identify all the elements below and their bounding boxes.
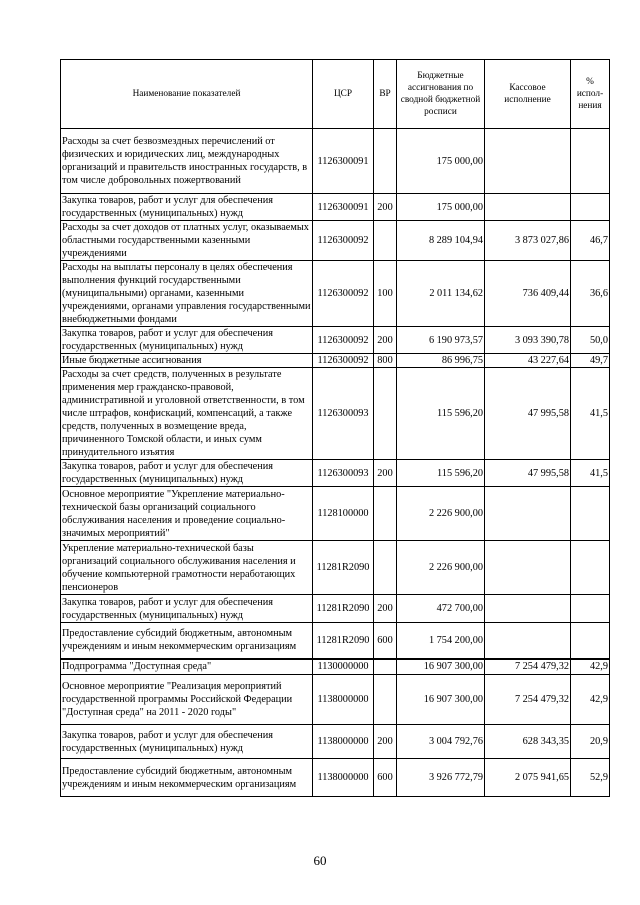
row-percent-cell: 41,5 [571, 460, 610, 487]
row-vr-cell: 200 [374, 327, 397, 354]
row-cash-execution-cell [485, 595, 571, 623]
row-name-cell: Укрепление материально-технической базы организаций социального обслуживания населения и обучение компьютерной грамотности неработающих пенсионеров [61, 541, 313, 595]
row-csr-cell: 11281R2090 [313, 541, 374, 595]
page-number: 60 [313, 853, 327, 868]
table-row [61, 368, 610, 460]
row-percent-cell: 52,9 [571, 759, 610, 797]
header-percent: % испол-нения [571, 60, 610, 129]
row-csr-cell: 1126300093 [313, 368, 374, 460]
row-cash-execution-cell: 628 343,35 [485, 725, 571, 759]
row-csr-cell: 1130000000 [313, 659, 374, 675]
row-assignments-cell: 3 926 772,79 [397, 759, 485, 797]
row-assignments-cell: 86 996,75 [397, 354, 485, 368]
row-percent-cell: 42,9 [571, 659, 610, 675]
header-name: Наименование показателей [61, 60, 313, 129]
row-vr-cell: 800 [374, 354, 397, 368]
row-name-cell: Предоставление субсидий бюджетным, автономным учреждениям и иным некоммерческим организациям [61, 623, 313, 659]
row-vr-cell: 200 [374, 194, 397, 221]
header-vr: ВР [374, 60, 397, 129]
row-cash-execution-cell: 47 995,58 [485, 460, 571, 487]
row-csr-cell: 1138000000 [313, 725, 374, 759]
row-assignments-cell: 115 596,20 [397, 460, 485, 487]
row-percent-cell: 41,5 [571, 368, 610, 460]
row-vr-cell [374, 368, 397, 460]
row-assignments-cell: 1 754 200,00 [397, 623, 485, 659]
row-assignments-cell: 472 700,00 [397, 595, 485, 623]
row-percent-cell: 20,9 [571, 725, 610, 759]
row-vr-cell [374, 659, 397, 675]
table-row [61, 327, 610, 354]
row-cash-execution-cell: 2 075 941,65 [485, 759, 571, 797]
row-cash-execution-cell: 7 254 479,32 [485, 675, 571, 725]
row-name-cell: Подпрограмма "Доступная среда" [61, 659, 313, 675]
row-vr-cell: 600 [374, 759, 397, 797]
row-name-cell: Закупка товаров, работ и услуг для обеспечения государственных (муниципальных) нужд [61, 460, 313, 487]
row-assignments-cell: 175 000,00 [397, 194, 485, 221]
row-vr-cell: 200 [374, 595, 397, 623]
budget-table [60, 59, 610, 797]
row-name-cell: Расходы за счет безвозмездных перечислений от физических и юридических лиц, международных организаций и правительств иностранных государств, в том числе добровольных пожертвований [61, 129, 313, 194]
row-assignments-cell: 2 011 134,62 [397, 261, 485, 327]
row-cash-execution-cell: 736 409,44 [485, 261, 571, 327]
row-csr-cell: 1126300092 [313, 261, 374, 327]
row-assignments-cell: 16 907 300,00 [397, 675, 485, 725]
row-assignments-cell: 115 596,20 [397, 368, 485, 460]
table-row [61, 487, 610, 541]
row-percent-cell: 42,9 [571, 675, 610, 725]
row-percent-cell [571, 129, 610, 194]
row-percent-cell: 46,7 [571, 221, 610, 261]
row-csr-cell: 1126300091 [313, 129, 374, 194]
row-csr-cell: 1126300091 [313, 194, 374, 221]
row-name-cell: Расходы за счет средств, полученных в результате применения мер гражданско-правовой, административной и уголовной ответственности, в том числе штрафов, конфискаций, компенсаций, а также средств, полученных в возмещение вреда, причиненного Томской области, и иных сумм принудительного изъятия [61, 368, 313, 460]
table-row [61, 595, 610, 623]
row-percent-cell: 36,6 [571, 261, 610, 327]
row-csr-cell: 1126300092 [313, 354, 374, 368]
row-vr-cell: 600 [374, 623, 397, 659]
table-row [61, 623, 610, 659]
row-cash-execution-cell: 3 873 027,86 [485, 221, 571, 261]
row-vr-cell: 200 [374, 460, 397, 487]
row-vr-cell [374, 487, 397, 541]
row-percent-cell [571, 194, 610, 221]
row-name-cell: Закупка товаров, работ и услуг для обеспечения государственных (муниципальных) нужд [61, 595, 313, 623]
row-vr-cell [374, 129, 397, 194]
row-name-cell: Закупка товаров, работ и услуг для обеспечения государственных (муниципальных) нужд [61, 194, 313, 221]
row-name-cell: Основное мероприятие "Реализация мероприятий государственной программы Российской Федерации "Доступная среда" на 2011 - 2020 годы" [61, 675, 313, 725]
table-row [61, 221, 610, 261]
header-cash-execution: Кассовое исполнение [485, 60, 571, 129]
row-csr-cell: 1128100000 [313, 487, 374, 541]
row-cash-execution-cell [485, 487, 571, 541]
row-name-cell: Закупка товаров, работ и услуг для обеспечения государственных (муниципальных) нужд [61, 725, 313, 759]
row-assignments-cell: 2 226 900,00 [397, 487, 485, 541]
table-row [61, 261, 610, 327]
table-body [61, 129, 610, 797]
row-name-cell: Иные бюджетные ассигнования [61, 354, 313, 368]
row-cash-execution-cell [485, 129, 571, 194]
table-row [61, 759, 610, 797]
table-row [61, 354, 610, 368]
row-assignments-cell: 6 190 973,57 [397, 327, 485, 354]
row-name-cell: Основное мероприятие "Укрепление материально-технической базы организаций социального обслуживания населения и проведение социально-значимых мероприятий" [61, 487, 313, 541]
row-cash-execution-cell [485, 623, 571, 659]
table-row [61, 460, 610, 487]
row-vr-cell: 100 [374, 261, 397, 327]
row-cash-execution-cell: 3 093 390,78 [485, 327, 571, 354]
row-csr-cell: 1138000000 [313, 759, 374, 797]
row-name-cell: Расходы за счет доходов от платных услуг, оказываемых областными государственными казенными учреждениями [61, 221, 313, 261]
header-assignments: Бюджетные ассигнования по сводной бюджетной росписи [397, 60, 485, 129]
row-cash-execution-cell: 43 227,64 [485, 354, 571, 368]
row-vr-cell [374, 221, 397, 261]
row-assignments-cell: 16 907 300,00 [397, 659, 485, 675]
row-percent-cell [571, 487, 610, 541]
row-csr-cell: 1126300092 [313, 221, 374, 261]
table-header-row [61, 60, 610, 129]
row-name-cell: Закупка товаров, работ и услуг для обеспечения государственных (муниципальных) нужд [61, 327, 313, 354]
row-name-cell: Расходы на выплаты персоналу в целях обеспечения выполнения функций государственными (муниципальными) органами, казенными учреждениями, органами управления государственными внебюджетными фондами [62, 262, 311, 325]
row-assignments-cell: 3 004 792,76 [397, 725, 485, 759]
row-percent-cell: 49,7 [571, 354, 610, 368]
row-cash-execution-cell: 7 254 479,32 [485, 659, 571, 675]
row-csr-cell: 1138000000 [313, 675, 374, 725]
row-csr-cell: 11281R2090 [313, 623, 374, 659]
row-assignments-cell: 2 226 900,00 [397, 541, 485, 595]
table-row [61, 659, 610, 675]
row-assignments-cell: 175 000,00 [397, 129, 485, 194]
table-row [61, 725, 610, 759]
row-assignments-cell: 8 289 104,94 [397, 221, 485, 261]
row-vr-cell: 200 [374, 725, 397, 759]
table-row [61, 541, 610, 595]
table-row [61, 129, 610, 194]
row-csr-cell: 1126300093 [313, 460, 374, 487]
row-percent-cell [571, 595, 610, 623]
row-vr-cell [374, 675, 397, 725]
table-row [61, 194, 610, 221]
row-csr-cell: 11281R2090 [313, 595, 374, 623]
header-csr: ЦСР [313, 60, 374, 129]
row-percent-cell [571, 623, 610, 659]
row-csr-cell: 1126300092 [313, 327, 374, 354]
row-percent-cell: 50,0 [571, 327, 610, 354]
row-cash-execution-cell: 47 995,58 [485, 368, 571, 460]
row-cash-execution-cell [485, 541, 571, 595]
row-cash-execution-cell [485, 194, 571, 221]
row-percent-cell [571, 541, 610, 595]
row-name-cell: Предоставление субсидий бюджетным, автономным учреждениям и иным некоммерческим организациям [61, 759, 313, 797]
table-row [61, 675, 610, 725]
row-vr-cell [374, 541, 397, 595]
